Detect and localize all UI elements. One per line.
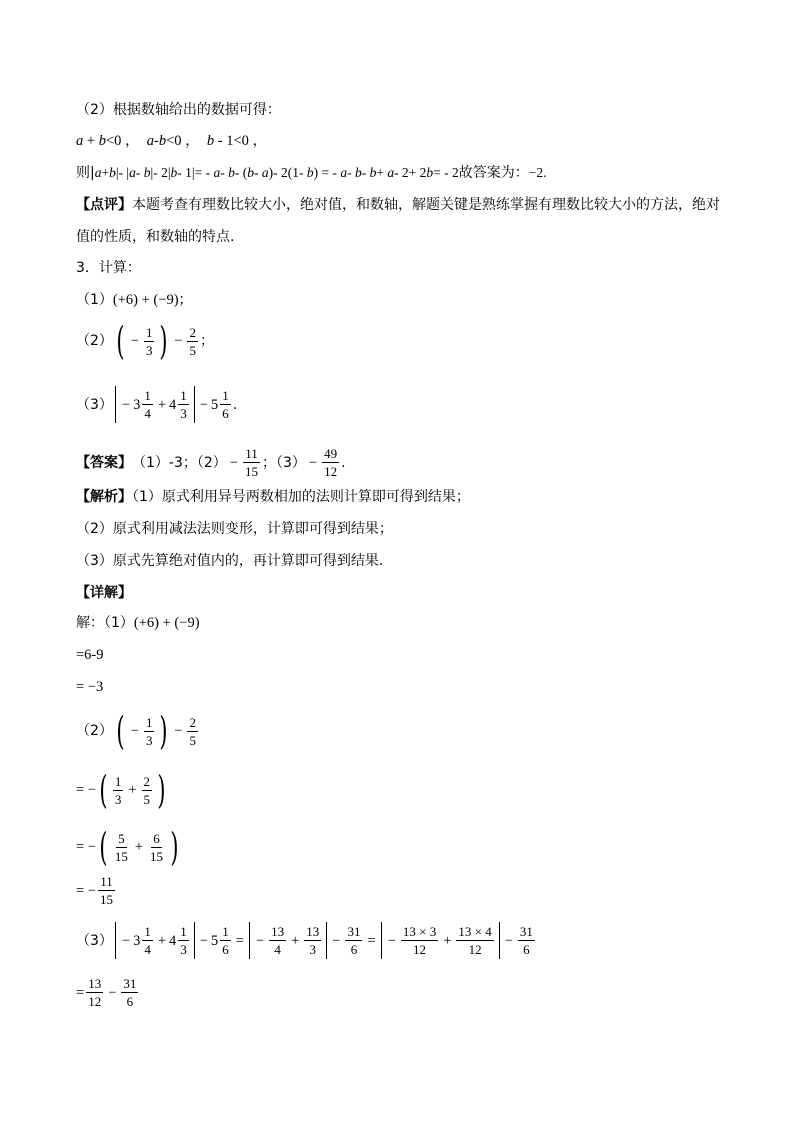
fraction-2-5: $\frac{2}{5}$	[189, 324, 196, 358]
ze-answer-label: 故答案为：	[458, 165, 529, 181]
fraction-31-6: $\frac{31}{6}$	[123, 976, 137, 1009]
fraction-1-3: $\frac{1}{3}$	[114, 773, 122, 807]
minus-sign: −	[174, 723, 183, 739]
ze-var: a	[213, 165, 221, 180]
equals-sign: =	[76, 984, 85, 1001]
paren-group: ( $\frac{1}{3}$ + $\frac{2}{5}$ )	[99, 768, 166, 812]
plus-sign: +	[291, 932, 300, 949]
abs-group	[249, 922, 327, 959]
equals-minus: = −	[76, 839, 96, 855]
mixed-3-1-4: 3 $\frac{1}{4}$	[133, 924, 151, 957]
xiangjie-step3: = −3	[76, 679, 104, 695]
daan-part2: ；（3）	[261, 454, 306, 471]
minus-sign: −	[387, 932, 396, 949]
paren-group: ( − $\frac{1}{3}$ )	[116, 319, 168, 363]
jiexi-tag: 【解析】	[76, 489, 132, 505]
jiexi-line3: （3）原式先算绝对值内的，再计算即可得到结果.	[76, 553, 384, 569]
minus-sign: −	[504, 932, 513, 949]
ze-op: )- 2(1-	[268, 165, 304, 180]
q3-item1-end: ；	[178, 292, 193, 308]
ze-var: b	[306, 165, 314, 180]
ze-var: a	[94, 165, 102, 180]
jiexi-text1: （1）原式利用异号两数相加的法则计算即可得到结果；	[132, 489, 470, 505]
plus-sign: +	[128, 782, 137, 798]
minus-sign: −	[308, 454, 318, 471]
jiexi-line1	[76, 487, 470, 507]
mixed-4-1-3: 4 $\frac{1}{3}$	[169, 924, 187, 957]
ineq-lt2: <0 ，	[166, 133, 200, 149]
ze-answer: −2	[528, 165, 544, 180]
ze-op: |- 2|	[150, 165, 171, 180]
ze-op: -	[135, 165, 141, 180]
abs-group	[115, 386, 195, 423]
fraction-13-12: $\frac{13}{12}$	[88, 976, 102, 1009]
ze-pre: 则|	[76, 165, 95, 181]
fraction-6-15: $\frac{6}{15}$	[150, 830, 163, 864]
ze-var: b	[109, 165, 116, 180]
plus-sign: +	[157, 932, 167, 949]
xiangjie-step1	[76, 613, 200, 633]
minus-sign: −	[255, 932, 265, 949]
ze-end: .	[543, 165, 547, 180]
dianping-text1: 本题考查有理数比较大小，绝对值，和数轴，解题关键是熟练掌握有理数比较大小的方法，绝对	[132, 197, 720, 213]
dianping-tag: 【点评】	[76, 197, 132, 213]
daan-part1: （1）-3；（2）	[132, 454, 227, 471]
ze-op: -	[361, 165, 367, 180]
minus-sign: −	[199, 932, 208, 949]
minus-sign: −	[121, 396, 131, 413]
ze-op: -	[253, 165, 259, 180]
xiangjie-s1-label: 解：（1）	[76, 615, 134, 631]
xiangjie-s1-expr: (+6) + (−9)	[133, 615, 200, 631]
jiexi-line2: （2）原式利用减法法则变形，计算即可得到结果；	[76, 521, 393, 537]
minus-sign: −	[130, 333, 139, 349]
xiangjie-step6	[76, 825, 182, 869]
fraction-13x3-12: $\frac{13 \times 3}{12}$	[402, 924, 437, 957]
q3-title: 3．计算：	[76, 260, 141, 276]
ze-op: |- |	[115, 165, 130, 180]
fraction-5-15: $\frac{5}{15}$	[114, 830, 128, 864]
ze-op: +	[101, 165, 110, 180]
mixed-5-1-6: 5 $\frac{1}{6}$	[210, 924, 229, 957]
ze-op: - 1|= -	[177, 165, 211, 180]
ineq-a1: a	[76, 133, 84, 149]
fraction-2-5: $\frac{2}{5}$	[143, 773, 150, 807]
ze-line	[76, 163, 547, 183]
fraction-13-3: $\frac{13}{3}$	[306, 924, 320, 957]
fraction-13-4: $\frac{13}{4}$	[271, 924, 285, 957]
xiangjie-step8	[76, 922, 537, 959]
ze-var: b	[228, 165, 235, 180]
minus-sign: −	[108, 984, 117, 1001]
ze-var: a	[387, 165, 395, 180]
xiangjie-step2: =6-9	[76, 647, 104, 663]
ineq-minus1: -	[154, 133, 159, 149]
xiangjie-s8-label: （3）	[76, 932, 113, 949]
ze-var: a	[261, 165, 269, 180]
equals-minus: = −	[76, 782, 96, 798]
paren-group: ( − $\frac{1}{3}$ )	[116, 709, 168, 753]
xiangjie-s4-label: （2）	[76, 723, 113, 739]
ze-var: b	[426, 165, 434, 180]
fraction-31-6: $\frac{31}{6}$	[347, 924, 361, 957]
ze-op: - (	[234, 165, 248, 180]
inequalities-line	[76, 131, 267, 151]
daan-line	[76, 446, 346, 479]
mixed-3-1-4: 3 $\frac{1}{4}$	[133, 388, 151, 421]
q3-item2-label: （2）	[76, 333, 113, 349]
q3-item1-expr: (+6) + (−9)	[112, 292, 179, 308]
xiangjie-step4	[76, 709, 200, 753]
ze-var: b	[369, 165, 377, 180]
ineq-b3: b	[206, 133, 215, 149]
minus-sign: −	[174, 333, 183, 349]
fraction-31-6: $\frac{31}{6}$	[519, 924, 533, 957]
ze-var: a	[340, 165, 348, 180]
equals-sign: =	[235, 932, 244, 949]
minus-sign: −	[130, 723, 139, 739]
q3-item3-end: .	[232, 396, 238, 413]
minus-sign: −	[229, 454, 238, 471]
minus-sign: −	[121, 932, 131, 949]
ze-var: b	[247, 165, 254, 180]
daan-end: .	[341, 454, 346, 471]
xiangjie-step5	[76, 768, 169, 812]
equals-minus: = −	[76, 882, 96, 899]
part2-heading: （2）根据数轴给出的数据可得：	[76, 102, 281, 118]
equals-sign: =	[367, 932, 376, 949]
ineq-b1: b	[98, 133, 106, 149]
xiangjie-step9	[76, 976, 140, 1009]
ze-op: +	[376, 165, 384, 180]
ze-op: -	[220, 165, 225, 180]
q3-item2	[76, 319, 214, 363]
daan-tag: 【答案】	[76, 454, 132, 471]
ineq-plus: +	[86, 133, 96, 149]
q3-item1	[76, 290, 193, 310]
q3-item1-label: （1）	[76, 292, 113, 308]
dianping-line2: 值的性质，和数轴的特点.	[76, 229, 235, 245]
xiangjie-tag: 【详解】	[76, 585, 132, 601]
fraction-1-3: $\frac{1}{3}$	[145, 714, 153, 748]
ineq-b2: b	[158, 133, 167, 149]
fraction-11-15: $\frac{11}{15}$	[244, 446, 258, 479]
dianping-line1	[76, 195, 720, 215]
ze-op: -	[347, 165, 352, 180]
ze-op: - 2+ 2	[394, 165, 427, 180]
mixed-5-1-6: 5 $\frac{1}{6}$	[210, 388, 229, 421]
plus-sign: +	[443, 932, 452, 949]
plus-sign: +	[157, 396, 167, 413]
fraction-1-3: $\frac{1}{3}$	[145, 324, 153, 358]
minus-sign: −	[199, 396, 208, 413]
q3-item3-label: （3）	[76, 396, 113, 413]
fraction-49-12: $\frac{49}{12}$	[324, 446, 338, 479]
minus-sign: −	[332, 932, 341, 949]
ze-var: b	[354, 165, 362, 180]
ze-var: b	[170, 165, 178, 180]
abs-group	[115, 922, 195, 959]
abs-group	[381, 922, 500, 959]
paren-group: ( $\frac{5}{15}$ + $\frac{6}{15}$ )	[99, 825, 179, 869]
mixed-4-1-3: 4 $\frac{1}{3}$	[169, 388, 187, 421]
plus-sign: +	[134, 839, 143, 855]
ze-var: b	[143, 165, 151, 180]
fraction-13x4-12: $\frac{13 \times 4}{12}$	[458, 924, 492, 957]
ze-op: ) = -	[313, 165, 337, 180]
fraction-2-5: $\frac{2}{5}$	[189, 714, 196, 748]
ze-var: a	[129, 165, 136, 180]
xiangjie-step7	[76, 874, 117, 907]
fraction-11-15: $\frac{11}{15}$	[99, 874, 113, 907]
q3-item2-end: ；	[199, 333, 214, 349]
q3-item3	[76, 386, 237, 423]
ineq-minus2: - 1<0 ，	[217, 133, 268, 149]
ineq-lt1: <0 ，	[105, 133, 140, 149]
ze-op: = - 2	[433, 165, 459, 180]
ineq-a2: a	[146, 133, 154, 149]
